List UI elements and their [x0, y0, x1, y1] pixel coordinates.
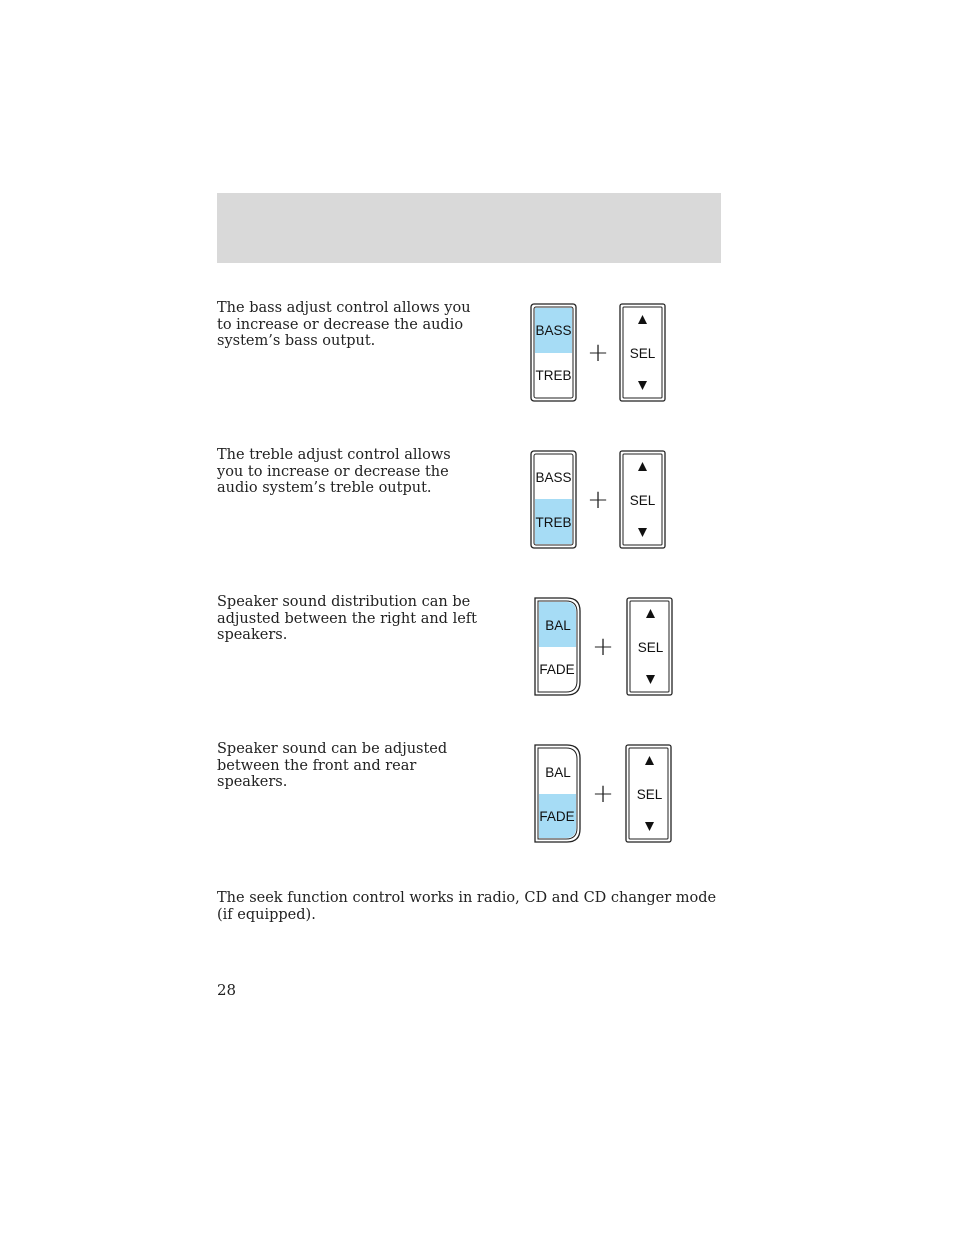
treble-description: The treble adjust control allows you to increase or decrease the audio system’s treble output.	[217, 447, 451, 496]
fade-control-diagram	[529, 739, 679, 849]
bass-label: BASS	[535, 323, 572, 338]
treb-label: TREB	[535, 368, 572, 383]
bal-label: BAL	[545, 618, 571, 633]
sel-label: SEL	[629, 346, 656, 361]
treble-control-diagram	[525, 445, 675, 555]
sel-label: SEL	[629, 493, 656, 508]
plus-sign: +	[587, 485, 609, 515]
treb-label: TREB	[535, 515, 572, 530]
page-number: 28	[217, 981, 237, 999]
bal-fade-button[interactable]	[535, 745, 580, 842]
bal-label: BAL	[545, 765, 571, 780]
bass-treb-button[interactable]	[531, 304, 576, 401]
seek-description: The seek function control works in radio, CD and CD changer mode (if equipped).	[217, 890, 717, 923]
sel-button[interactable]	[620, 451, 665, 548]
balance-control-diagram	[529, 592, 679, 702]
fade-label: FADE	[539, 662, 575, 677]
bal-fade-button[interactable]	[535, 598, 580, 695]
sel-button[interactable]	[620, 304, 665, 401]
plus-sign: +	[592, 779, 614, 809]
balance-description: Speaker sound distribution can be adjusted between the right and left speakers.	[217, 594, 477, 643]
bass-treb-button[interactable]	[531, 451, 576, 548]
sel-button[interactable]	[627, 598, 672, 695]
fade-description: Speaker sound can be adjusted between the front and rear speakers.	[217, 741, 448, 790]
sel-button[interactable]	[626, 745, 671, 842]
plus-sign: +	[592, 632, 614, 662]
bass-description: The bass adjust control allows you to increase or decrease the audio system’s bass output.	[217, 300, 471, 349]
bass-label: BASS	[535, 470, 572, 485]
plus-sign: +	[587, 338, 609, 368]
sel-label: SEL	[636, 787, 663, 802]
sel-label: SEL	[637, 640, 664, 655]
section-header-band	[217, 193, 721, 263]
bass-control-diagram	[525, 298, 675, 408]
fade-label: FADE	[539, 809, 575, 824]
